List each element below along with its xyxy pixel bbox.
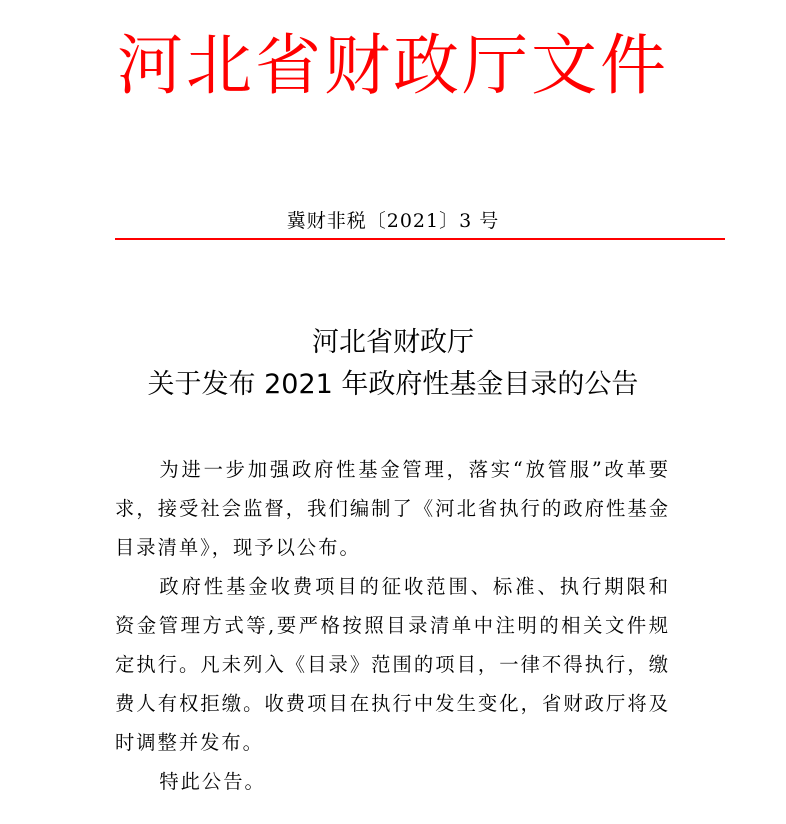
title-line-subject: 关于发布 2021 年政府性基金目录的公告 bbox=[147, 369, 639, 400]
agency-header-title: 河北省财政厅文件 bbox=[117, 27, 669, 104]
document-number: 冀财非税〔2021〕3 号 bbox=[286, 210, 500, 232]
body-paragraph-requirements: 政府性基金收费项目的征收范围、标准、执行期限和资金管理方式等,要严格按照目录清单中注明的相关文件规定执行。凡未列入《目录》范围的项目，一律不得执行，缴费人有权拒缴。收费项目在执行中发生变化，省财政厅将及时调整并发布。 bbox=[115, 575, 670, 754]
announcement-title bbox=[0, 322, 786, 406]
body-paragraph-intro: 为进一步加强政府性基金管理，落实“放管服”改革要求，接受社会监督，我们编制了《河北省执行的政府性基金目录清单》，现予以公布。 bbox=[115, 458, 670, 559]
header-red-divider bbox=[115, 238, 725, 240]
announcement-body bbox=[115, 450, 670, 801]
body-paragraph-closing: 特此公告。 bbox=[159, 770, 266, 793]
title-line-issuer: 河北省财政厅 bbox=[312, 327, 474, 358]
